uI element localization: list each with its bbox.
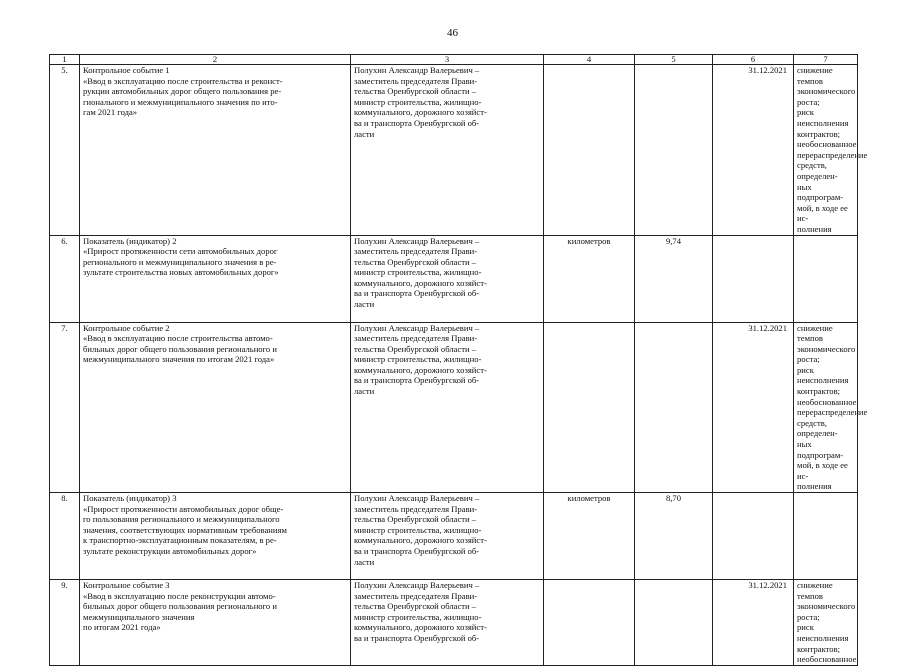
column-header: 5 <box>635 55 713 65</box>
row-unit <box>544 65 635 236</box>
column-header: 6 <box>713 55 794 65</box>
row-name: Показатель (индикатор) 3 «Прирост протяженности автомобильных дорог обще- го пользования регионального и межмуниципального значения, соответствующих нормативным требованиям к транспортно-эксплуатационным показателям, в ре- зультате реконструкции автомобильных дорог» <box>80 493 351 580</box>
row-unit <box>544 322 635 493</box>
row-date <box>713 235 794 322</box>
row-risks <box>794 235 858 322</box>
row-value <box>635 580 713 666</box>
row-risks: снижение темпов экономического роста; риск неисполнения контрактов; необоснованное перераспределение средств, определен- ных подпрограм- мой, в ходе ее ис- полнения <box>794 65 858 236</box>
page-number: 46 <box>447 27 458 39</box>
row-responsible: Полухин Александр Валерьевич – заместитель председателя Прави- тельства Оренбургской области – министр строительства, жилищно- коммунального, дорожного хозяйст- ва и транспорта Оренбургской об- ласти <box>351 65 544 236</box>
table-row <box>50 493 858 580</box>
column-header: 7 <box>794 55 858 65</box>
column-header: 4 <box>544 55 635 65</box>
row-responsible: Полухин Александр Валерьевич – заместитель председателя Прави- тельства Оренбургской области – министр строительства, жилищно- коммунального, дорожного хозяйст- ва и транспорта Оренбургской об- ласти <box>351 493 544 580</box>
row-value <box>635 65 713 236</box>
row-unit: километров <box>544 235 635 322</box>
row-responsible: Полухин Александр Валерьевич – заместитель председателя Прави- тельства Оренбургской области – министр строительства, жилищно- коммунального, дорожного хозяйст- ва и транспорта Оренбургской об- ласти <box>351 235 544 322</box>
row-date: 31.12.2021 <box>713 322 794 493</box>
column-header: 1 <box>50 55 80 65</box>
row-value: 9,74 <box>635 235 713 322</box>
row-date <box>713 493 794 580</box>
row-responsible: Полухин Александр Валерьевич – заместитель председателя Прави- тельства Оренбургской области – министр строительства, жилищно- коммунального, дорожного хозяйст- ва и транспорта Оренбургской об- <box>351 580 544 666</box>
row-number: 5. <box>50 65 80 236</box>
row-number: 8. <box>50 493 80 580</box>
row-date: 31.12.2021 <box>713 65 794 236</box>
row-value <box>635 322 713 493</box>
row-name: Контрольное событие 1 «Ввод в эксплуатацию после строительства и реконст- рукции автомобильных дорог общего пользования ре- гионального и межмуниципального значения по ито- гам 2021 года» <box>80 65 351 236</box>
row-date: 31.12.2021 <box>713 580 794 666</box>
row-value: 8,70 <box>635 493 713 580</box>
row-number: 6. <box>50 235 80 322</box>
table-row <box>50 322 858 493</box>
row-name: Контрольное событие 2 «Ввод в эксплуатацию после строительства автомо- бильных дорог общего пользования регионального и межмуниципального значения по итогам 2021 года» <box>80 322 351 493</box>
row-name: Показатель (индикатор) 2 «Прирост протяженности сети автомобильных дорог регионального и межмуниципального значения в ре- зультате строительства новых автомобильных дорог» <box>80 235 351 322</box>
row-unit <box>544 580 635 666</box>
row-number: 7. <box>50 322 80 493</box>
row-responsible: Полухин Александр Валерьевич – заместитель председателя Прави- тельства Оренбургской области – министр строительства, жилищно- коммунального, дорожного хозяйст- ва и транспорта Оренбургской об- ласти <box>351 322 544 493</box>
row-number: 9. <box>50 580 80 666</box>
column-header: 2 <box>80 55 351 65</box>
plan-table <box>49 54 868 666</box>
row-risks <box>794 493 858 580</box>
header-row <box>50 55 858 65</box>
table-row <box>50 235 858 322</box>
row-unit: километров <box>544 493 635 580</box>
row-risks: снижение темпов экономического роста; риск неисполнения контрактов; необоснованное <box>794 580 858 666</box>
column-header: 3 <box>351 55 544 65</box>
row-risks: снижение темпов экономического роста; риск неисполнения контрактов; необоснованное перераспределение средств, определен- ных подпрограм- мой, в ходе ее ис- полнения <box>794 322 858 493</box>
row-name: Контрольное событие 3 «Ввод в эксплуатацию после реконструкции автомо- бильных дорог общего пользования регионального и межмуниципального значения по итогам 2021 года» <box>80 580 351 666</box>
table-row <box>50 65 858 236</box>
table-row <box>50 580 858 666</box>
